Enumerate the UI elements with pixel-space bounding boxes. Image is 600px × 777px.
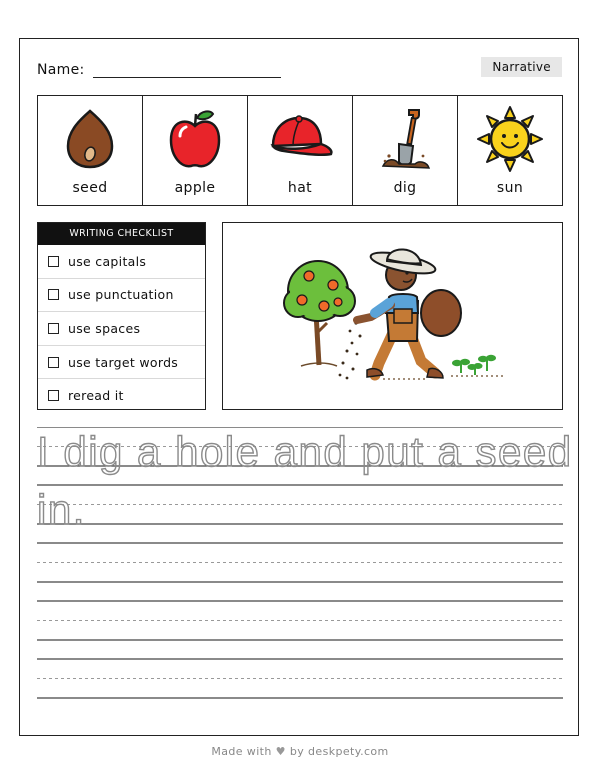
checklist-item-label: use capitals bbox=[68, 253, 147, 269]
checkbox[interactable] bbox=[48, 390, 59, 401]
vocab-word: hat bbox=[287, 180, 313, 196]
footer-suffix: by deskpety.com bbox=[289, 745, 389, 758]
checklist-item[interactable] bbox=[38, 379, 205, 412]
checklist-item-label: use spaces bbox=[68, 320, 141, 336]
tracing-text-line-2: in. bbox=[37, 486, 86, 533]
vocab-card-dig bbox=[353, 96, 458, 205]
checklist-item-label: use target words bbox=[68, 354, 179, 370]
checkbox[interactable] bbox=[48, 289, 59, 300]
vocab-word: sun bbox=[496, 180, 524, 196]
apple-icon bbox=[165, 106, 225, 170]
checkbox[interactable] bbox=[48, 256, 59, 267]
checklist-title: WRITING CHECKLIST bbox=[38, 223, 205, 245]
vocab-word: seed bbox=[72, 180, 108, 196]
genre-badge: Narrative bbox=[481, 57, 562, 77]
vocab-card-sun bbox=[458, 96, 562, 205]
checklist-item[interactable] bbox=[38, 279, 205, 313]
handwriting-area[interactable] bbox=[37, 427, 573, 717]
worksheet bbox=[19, 38, 579, 736]
checklist-item-label: use punctuation bbox=[68, 287, 174, 303]
shovel-icon bbox=[375, 106, 435, 172]
name-label: Name: bbox=[37, 62, 85, 78]
vocab-word: apple bbox=[174, 180, 216, 196]
checklist-item-label: reread it bbox=[68, 388, 124, 404]
vocab-word: dig bbox=[393, 180, 417, 196]
tracing-text-line-1: I dig a hole and put a seed bbox=[37, 428, 573, 475]
vocab-card-hat bbox=[248, 96, 353, 205]
name-field[interactable] bbox=[93, 61, 281, 78]
sun-icon bbox=[477, 106, 543, 172]
writing-checklist bbox=[37, 222, 206, 410]
checkbox[interactable] bbox=[48, 323, 59, 334]
farmer-planting-illustration bbox=[223, 223, 561, 408]
name-row bbox=[37, 61, 281, 78]
vocab-strip bbox=[37, 95, 563, 206]
checklist-item[interactable] bbox=[38, 312, 205, 346]
cap-icon bbox=[265, 106, 335, 170]
story-illustration bbox=[222, 222, 563, 410]
checkbox[interactable] bbox=[48, 357, 59, 368]
checklist-item[interactable] bbox=[38, 346, 205, 380]
heart-icon: ♥ bbox=[275, 745, 286, 758]
footer-credit bbox=[0, 745, 600, 758]
vocab-card-seed bbox=[38, 96, 143, 205]
seed-icon bbox=[60, 106, 120, 170]
footer-prefix: Made with bbox=[211, 745, 272, 758]
checklist-item[interactable] bbox=[38, 245, 205, 279]
vocab-card-apple bbox=[143, 96, 248, 205]
